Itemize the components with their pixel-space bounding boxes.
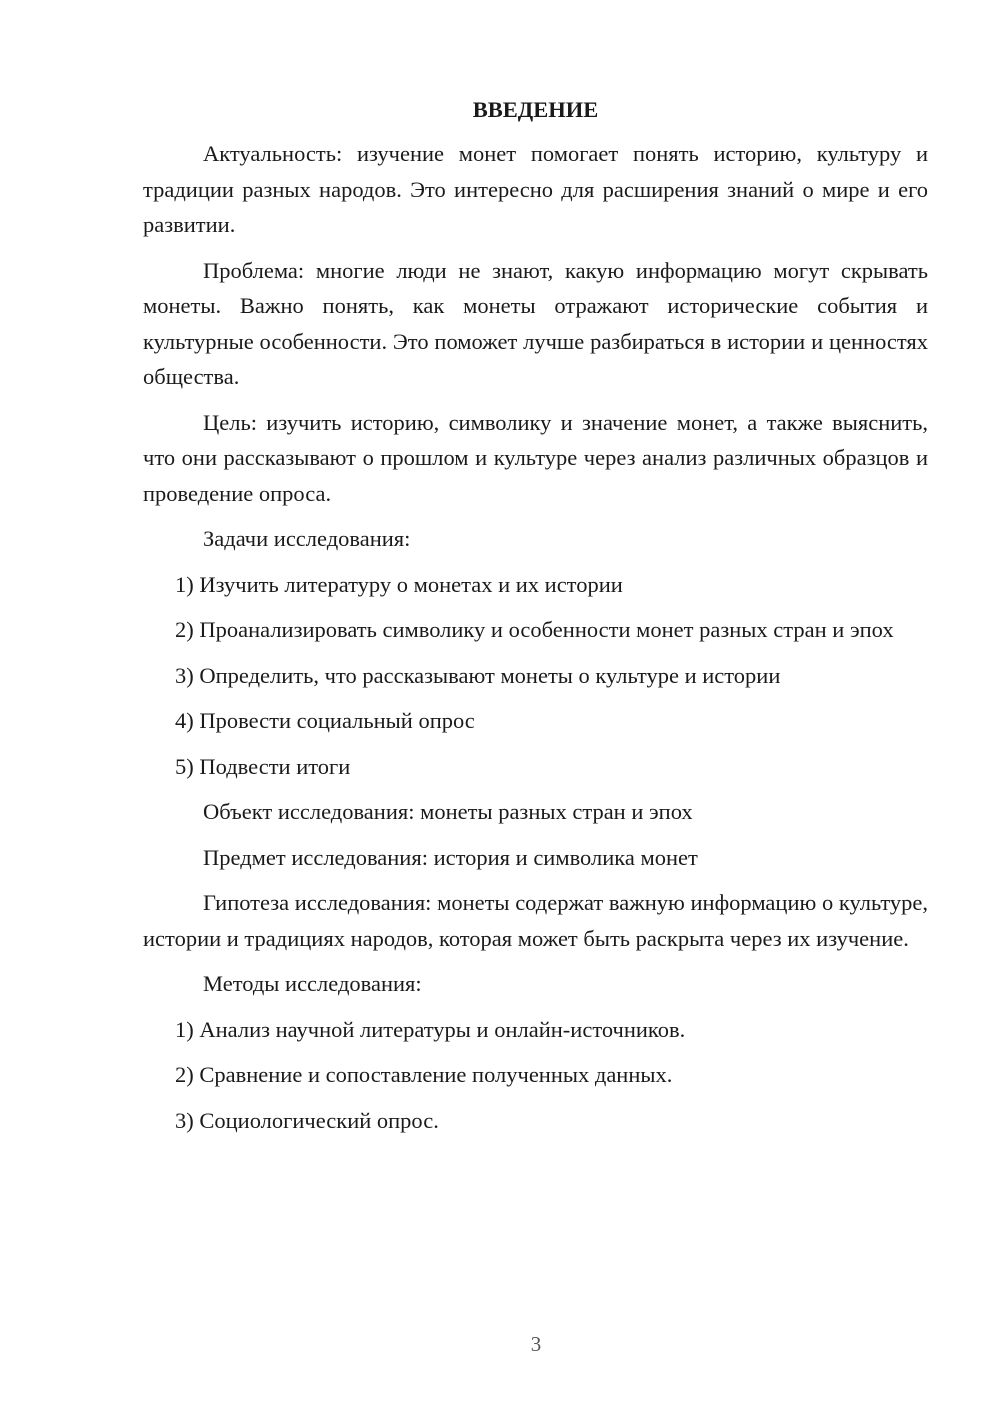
goal-paragraph: Цель: изучить историю, символику и значение монет, а также выяснить, что они рассказывают о прошлом и культуре через анализ различных образцов и проведение опроса. bbox=[143, 409, 928, 506]
task-item: 2) Проанализировать символику и особенности монет разных стран и эпох bbox=[175, 617, 894, 642]
task-item: 1) Изучить литературу о монетах и их истории bbox=[175, 571, 623, 597]
hypothesis-paragraph: Гипотеза исследования: монеты содержат важную информацию о культуре, истории и традициях народов, которая может быть раскрыта через их изучение. bbox=[143, 890, 928, 951]
document-page bbox=[143, 92, 928, 1148]
task-item: 5) Подвести итоги bbox=[175, 753, 351, 779]
methods-list bbox=[143, 1012, 928, 1138]
tasks-heading: Задачи исследования: bbox=[203, 526, 411, 551]
method-item: 3) Социологический опрос. bbox=[175, 1107, 439, 1133]
method-item: 1) Анализ научной литературы и онлайн-источников. bbox=[175, 1016, 686, 1042]
research-subject: Предмет исследования: история и символика монет bbox=[203, 844, 698, 870]
method-item: 2) Сравнение и сопоставление полученных данных. bbox=[175, 1062, 673, 1087]
research-object: Объект исследования: монеты разных стран и эпох bbox=[203, 799, 693, 824]
problem-paragraph: Проблема: многие люди не знают, какую информацию могут скрывать монеты. Важно понять, как монеты отражают исторические события и культурные особенности. Это поможет лучше разбираться в истории и ценностях общества. bbox=[143, 257, 928, 389]
page-number: 3 bbox=[530, 1332, 542, 1356]
methods-heading: Методы исследования: bbox=[203, 971, 422, 996]
section-title: ВВЕДЕНИЕ bbox=[472, 97, 599, 122]
task-item: 3) Определить, что рассказывают монеты о культуре и истории bbox=[175, 662, 781, 688]
relevance-paragraph: Актуальность: изучение монет помогает понять историю, культуру и традиции разных народов. Это интересно для расширения знаний о мире и его развитии. bbox=[143, 141, 928, 237]
task-item: 4) Провести социальный опрос bbox=[175, 708, 475, 733]
tasks-list bbox=[143, 567, 928, 784]
